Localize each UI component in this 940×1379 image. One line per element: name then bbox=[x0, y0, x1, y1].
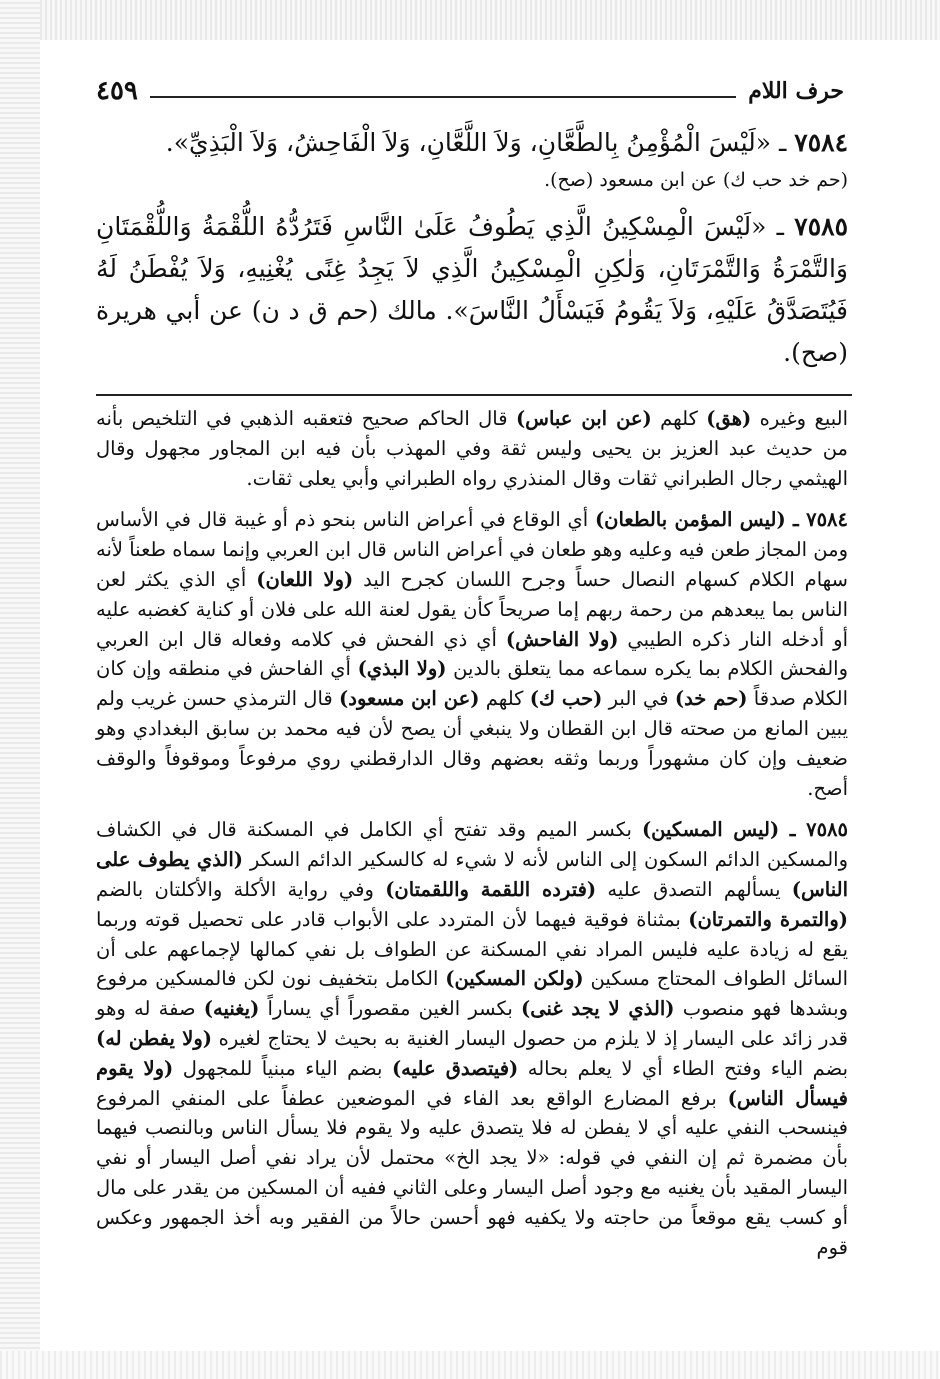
commentary-keyword: (عن ابن مسعود) bbox=[339, 687, 480, 711]
commentary-text: يسألهم التصدق عليه bbox=[596, 877, 792, 901]
commentary-text: كلهم bbox=[651, 407, 707, 430]
commentary-keyword: (الذي لا يجد غنى) bbox=[521, 997, 675, 1021]
running-title: حرف اللام bbox=[748, 78, 844, 104]
commentary-text: البيع وغيره bbox=[751, 407, 848, 430]
commentary-text: صفة له وهو قدر زائد على اليسار إذ لا يلزم من حصول اليسار الغنية به بحيث لا يحتاج لغيره bbox=[96, 997, 848, 1050]
page-header bbox=[96, 72, 844, 106]
commentary-keyword: (هق) bbox=[706, 407, 752, 430]
commentary-paragraph bbox=[96, 505, 848, 803]
hadith-7585 bbox=[96, 206, 848, 374]
commentary-text: قال الحاكم صحيح فتعقبه الذهبي في التلخيص بأنه من حديث عبد العزيز بن يحيى وليس ثقة وفي المهذب بأن فيه ابن المجاور مجهول وقال الهيثمي رجال الطبراني ثقات وقال المنذري رواه الطبراني وأبي يعلى ثقات. bbox=[96, 407, 848, 490]
hadith-reference: (حم خد حب ك) عن ابن مسعود (صح). bbox=[544, 169, 848, 191]
commentary-text: قال الترمذي حسن غريب ولم يبين المانع من صحته قال ابن القطان ولا ينبغي أن يصح لأن فيه محمد بن سابق البغدادي وهو ضعيف وإن كان مشهوراً وربما وثقه بعضهم وقال الدارقطني روي مرفوعاً وموقوفاً والوقف أصح. bbox=[96, 687, 848, 800]
commentary-text: بضم الياء مبنياً للمجهول bbox=[173, 1056, 392, 1080]
footnote-divider bbox=[96, 394, 852, 396]
commentary-keyword: (ولا يقوم فيسأل الناس) bbox=[96, 1056, 848, 1110]
commentary-text: بضم الياء وفتح الطاء أي لا يعلم بحاله bbox=[518, 1056, 848, 1080]
commentary-text: أي الفاحش في منطقه وإن كان الكلام صدقاً bbox=[96, 657, 849, 711]
commentary bbox=[96, 404, 848, 1274]
commentary-text: أي الذي يكثر لعن الناس بما يبعدهم من رحمة ربهم إما صريحاً كأن يقول لعنة الله على فلان أو كناية كغضبه عليه أو أدخله النار ذكره الطيبي bbox=[96, 567, 848, 651]
commentary-keyword: (ولا الفاحش) bbox=[505, 627, 619, 651]
hadith-number: ٧٥٨٥ bbox=[794, 212, 848, 241]
commentary-keyword: ٧٥٨٤ ـ (ليس المؤمن بالطعان) bbox=[594, 508, 849, 532]
hadith-7584 bbox=[96, 122, 848, 198]
commentary-text: بكسر الميم وقد تفتح أي الكامل في المسكنة قال في الكشاف والمسكين الدائم السكون إلى الناس لأنه لا شيء له كالسكير الدائم السكر bbox=[96, 818, 848, 872]
hadith-text bbox=[96, 122, 848, 382]
commentary-paragraph bbox=[96, 815, 848, 1262]
commentary-keyword: (عن ابن عباس) bbox=[515, 407, 652, 430]
scan-edge-top bbox=[0, 0, 940, 40]
commentary-text: الكامل بتخفيف نون لكن فالمسكين مرفوع وبشدها فهو منصوب bbox=[96, 967, 848, 1021]
scan-edge-left bbox=[0, 0, 40, 1379]
commentary-keyword: (فترده اللقمة واللقمتان) bbox=[385, 877, 597, 901]
commentary-text: بمثناة فوقية فيهما لأن المتردد على الأبواب قادر على تحصيل قوته وربما يقع له زيادة عليه فليس المراد نفي المسكنة عن الطواف بل نفي كمالها لإجماعهم على أن السائل الطواف المحتاج مسكين bbox=[96, 907, 848, 991]
commentary-text: بكسر الغين مقصوراً أي يساراً bbox=[259, 997, 521, 1021]
hadith-body: ـ «لَيْسَ الْمِسْكِينُ الَّذِي يَطُوفُ عَلَىٰ النَّاسِ فَتَرُدُّهُ اللُّقْمَةُ وَاللُّقْمَتَانِ وَالتَّمْرَةُ وَالتَّمْرَتَانِ، وَلٰكِنِ الْمِسْكِينُ الَّذِي لاَ يَجِدُ غِنًى يُغْنِيهِ، وَلاَ يُفْطَنُ لَهُ فَيُتَصَدَّقُ عَلَيْهِ، وَلاَ يَقُومُ فَيَسْأَلُ النَّاسَ». مالك (حم ق د ن) عن أبي هريرة (صح). bbox=[96, 212, 848, 367]
header-rule bbox=[150, 96, 736, 98]
commentary-text: وفي رواية الأكلة والأكلتان بالضم bbox=[96, 877, 386, 901]
commentary-keyword: (الذي يطوف على الناس) bbox=[96, 848, 848, 901]
commentary-text: كلهم bbox=[479, 687, 530, 711]
commentary-keyword: (فيتصدق عليه) bbox=[391, 1056, 519, 1080]
hadith-number: ٧٥٨٤ bbox=[794, 128, 848, 157]
commentary-text: أي الوقاع في أعراض الناس بنحو ذم أو غيبة قال في الأساس ومن المجاز طعن فيه وعليه وهو طعان في أعراض الناس قال ابن العربي وإنما سماه طعناً لأنه سهام الكلام كسهام النصال حساً وجرح اللسان كجرح اليد bbox=[96, 508, 848, 591]
page-number: ٤٥٩ bbox=[96, 76, 138, 106]
commentary-keyword: (والتمرة والتمرتان) bbox=[688, 907, 848, 931]
commentary-keyword: (ولا يفطن له) bbox=[96, 1026, 212, 1050]
commentary-text: أي ذي الفحش في كلامه وفعاله قال ابن العربي والفحش الكلام بما يكره سماعه مما يتعلق بالدين bbox=[96, 627, 848, 681]
scan-edge-bottom bbox=[0, 1351, 940, 1379]
commentary-text: في البر bbox=[602, 687, 675, 711]
hadith-body: ـ «لَيْسَ الْمُؤْمِنُ بِالطَّعَّانِ، وَلاَ اللَّعَّانِ، وَلاَ الْفَاحِشُ، وَلاَ الْبَذِيِّ». bbox=[165, 128, 795, 157]
commentary-keyword: (ولا البذي) bbox=[357, 657, 447, 681]
commentary-keyword: (حم خد) bbox=[674, 687, 748, 711]
commentary-text: برفع المضارع الواقع بعد الفاء في الموضعين عطفاً على المنفي المرفوع فينسحب النفي عليه أي لا يفطن له فلا يتصدق عليه ولا يقوم فلا يسأل الناس وبالنصب فيهما بأن مضمرة ثم إن النفي في قوله: «لا يجد الخ» محتمل لأن يراد نفي أصل اليسار أو نفي اليسار المقيد بأن يغنيه مع وجود أصل اليسار وعلى الثاني ففيه أن المسكين من يقدر على مال أو كسب يقع موقعاً من حاجته ولا يكفيه فهو أحسن حالاً من الفقير وبه أخذ الجمهور وعكس قوم bbox=[96, 1086, 848, 1259]
commentary-keyword: (ولا اللعان) bbox=[256, 567, 354, 591]
commentary-keyword: ٧٥٨٥ ـ (ليس المسكين) bbox=[641, 818, 849, 842]
commentary-keyword: (ولكن المسكين) bbox=[445, 967, 584, 991]
commentary-keyword: (حب ك) bbox=[529, 687, 603, 711]
commentary-keyword: (يغنيه) bbox=[203, 997, 260, 1021]
commentary-paragraph bbox=[96, 404, 848, 493]
